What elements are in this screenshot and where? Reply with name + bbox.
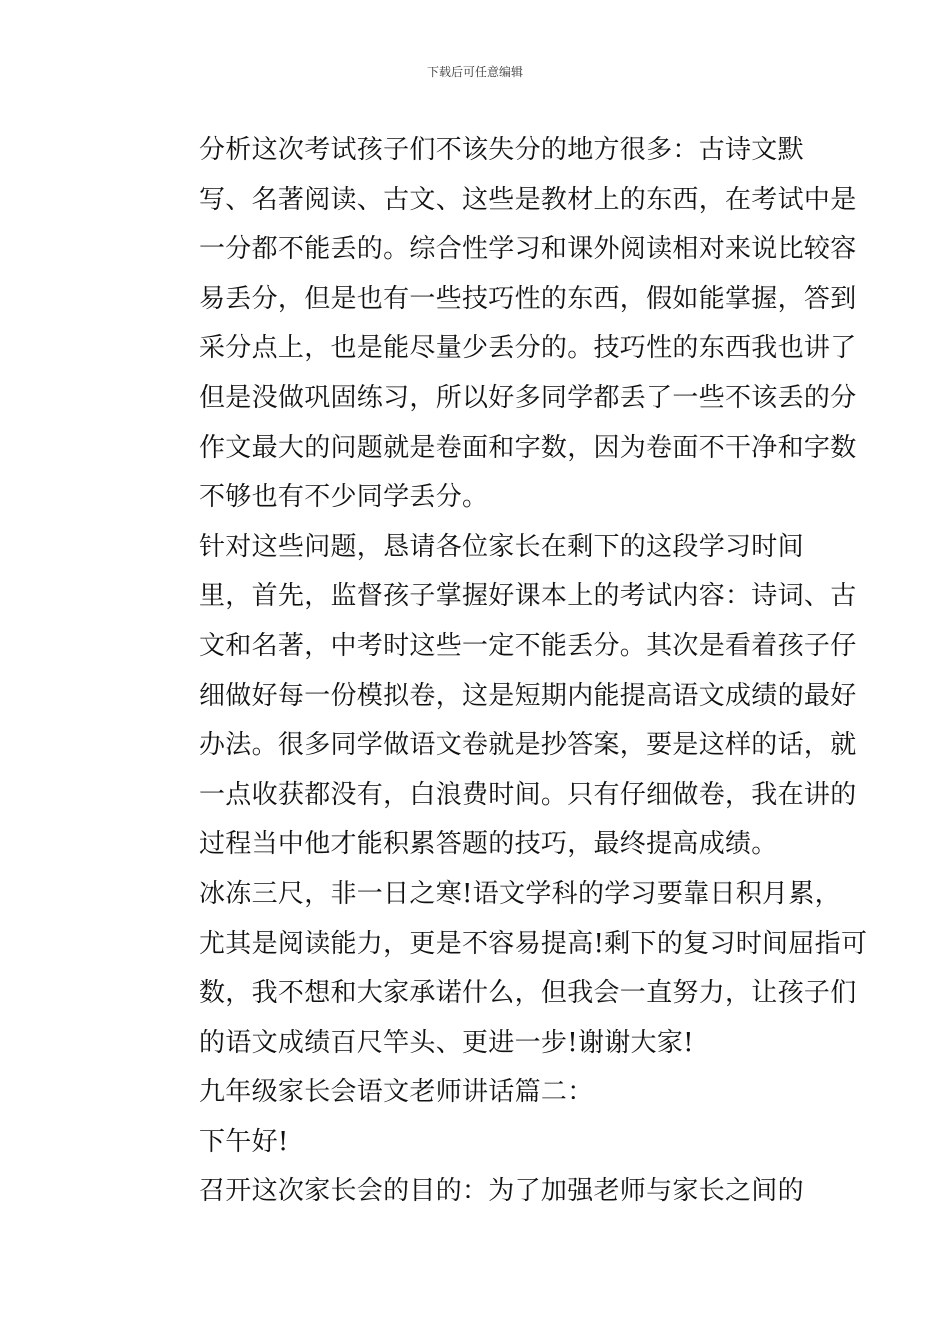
text-line: 针对这些问题，恳请各位家长在剩下的这段学习时间 xyxy=(199,531,804,562)
paragraph-exam-analysis xyxy=(147,126,857,523)
text-line: 冰冻三尺，非一日之寒!语文学科的学习要靠日积月累， xyxy=(199,878,841,909)
text-line: 作文最大的问题就是卷面和字数，因为卷面不干净和字数 xyxy=(199,432,857,463)
paragraph-closing xyxy=(147,870,868,1068)
text-line: 文和名著，中考时这些一定不能丢分。其次是看着孩子仔 xyxy=(199,630,857,661)
document-body xyxy=(147,126,868,1217)
greeting xyxy=(147,1118,815,1168)
text-line: 写、名著阅读、古文、这些是教材上的东西，在考试中是 xyxy=(199,184,857,215)
text-line: 召开这次家长会的目的：为了加强老师与家长之间的 xyxy=(199,1176,804,1207)
text-line: 易丢分，但是也有一些技巧性的东西，假如能掌握，答到 xyxy=(199,283,857,314)
text-line: 尤其是阅读能力，更是不容易提高!剩下的复习时间屈指可 xyxy=(199,928,868,959)
text-line: 办法。很多同学做语文卷就是抄答案，要是这样的话，就 xyxy=(199,730,857,761)
paragraph-parent-requests xyxy=(147,523,857,870)
text-line: 过程当中他才能积累答题的技巧，最终提高成绩。 xyxy=(199,829,778,860)
text-line: 但是没做巩固练习，所以好多同学都丢了一些不该丢的分 xyxy=(199,382,857,413)
text-line: 细做好每一份模拟卷，这是短期内能提高语文成绩的最好 xyxy=(199,680,857,711)
text-line: 的语文成绩百尺竿头、更进一步!谢谢大家! xyxy=(199,1027,694,1058)
text-line: 下午好! xyxy=(199,1126,289,1157)
paragraph-meeting-purpose xyxy=(147,1167,815,1217)
text-line: 不够也有不少同学丢分。 xyxy=(199,482,489,513)
text-line: 一点收获都没有，白浪费时间。只有仔细做卷，我在讲的 xyxy=(199,779,857,810)
text-line: 采分点上，也是能尽量少丢分的。技巧性的东西我也讲了 xyxy=(199,333,857,364)
text-line: 一分都不能丢的。综合性学习和课外阅读相对来说比较容 xyxy=(199,234,857,265)
text-line: 分析这次考试孩子们不该失分的地方很多：古诗文默 xyxy=(199,135,804,165)
section-heading xyxy=(147,1068,815,1118)
page-header: 下载后可任意编辑 xyxy=(426,65,523,79)
text-line: 九年级家长会语文老师讲话篇二： xyxy=(199,1077,594,1108)
text-line: 里，首先，监督孩子掌握好课本上的考试内容：诗词、古 xyxy=(199,581,857,612)
text-line: 数，我不想和大家承诺什么，但我会一直努力，让孩子们 xyxy=(199,978,857,1009)
